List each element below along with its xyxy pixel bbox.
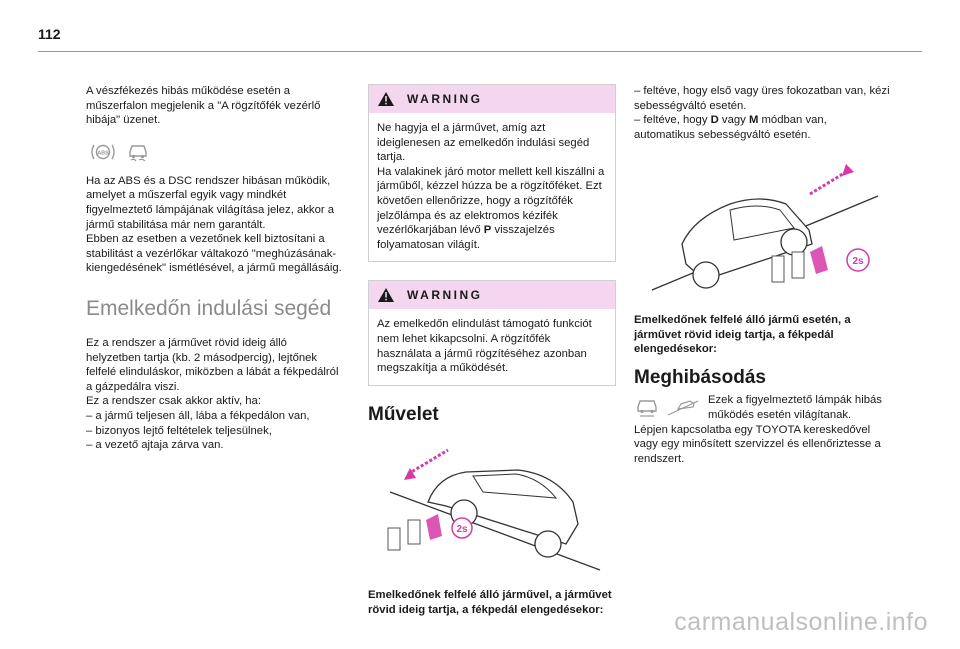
fault-text: Ezek a figyelmeztető lámpák hibás működés esetén világítanak. [708,394,882,421]
warning-header [369,281,615,309]
warning-title: WARNING [407,288,483,303]
section-heading-fault: Meghibásodás [634,366,766,388]
section-heading-hill-start: Emelkedőn indulási segéd [86,296,332,320]
warning-text: Ne hagyja el a járművet, amíg azt ideiglenesen az emelkedőn indulási segéd tartja. [377,122,590,164]
watermark: carmanualsonline.info [674,608,928,636]
car-fault-icon [634,395,660,419]
svg-text:ABS: ABS [97,150,109,157]
warning-body [369,113,615,261]
warning-header [369,85,615,113]
list-item: – feltéve, hogy D vagy M módban van, automatikus sebességváltó esetén. [634,114,827,141]
section-heading-operation: Művelet [368,403,439,425]
paragraph: Ez a rendszer a járművet rövid ideig álló helyzetben tartja (kb. 2 másodpercig), lejtőnek felfelé elinduláskor, miközben a lábát a fékpedálról a gázpedálra viszi. [86,336,339,393]
illustration-car-uphill [634,160,890,305]
timer-label: 2s [852,256,864,268]
illustration-car-uphill [368,440,624,580]
figure-caption: Emelkedőnek felfelé álló járművel, a járművet rövid ideig tartja, a fékpedál elengedésekor: [368,588,612,616]
warning-triangle-icon [377,91,395,107]
warning-box [368,280,616,385]
page-number: 112 [38,26,61,42]
list-item: – a vezető ajtaja zárva van. [86,439,224,452]
warning-lamps-row [90,140,342,164]
timer-label: 2s [456,524,468,536]
hill-start-icon [666,395,700,419]
warning-triangle-icon [377,287,395,303]
warning-text: Ha valakinek járó motor mellett kell kiszállni a járműből, kézzel húzza be a rögzítőféket. Ezt követően ellenőrizze, hogy a rögzítőfék jelzőlámpa és az elektromos kézifék vezérlőkarjában lévő P visszajelzés folyamatosan világít. [377,165,605,251]
fault-row [634,393,890,422]
esp-skid-icon [126,140,150,164]
paragraph: A vészfékezés hibás működése esetén a műszerfalon megjelenik a "A rögzítőfék vezérlő hibája" üzenet. [86,85,321,127]
paragraph: Ha az ABS és a DSC rendszer hibásan működik, amelyet a műszerfal egyik vagy mindkét figyelmeztető lámpájának világítása jelez, akkor a jármű stabilitása már nem garantált. [86,174,335,231]
paragraph: Ebben az esetben a vezetőnek kell biztosítani a stabilitást a vezérlőkar váltakozó "meghúzásának-kiengedésének" ismétlésével, a jármű megállásáig. [86,233,342,275]
paragraph: Ez a rendszer csak akkor aktív, ha: [86,395,261,408]
column-1 [86,84,342,453]
warning-title: WARNING [407,91,483,106]
warning-text: Az emelkedőn elindulást támogató funkciót nem lehet kikapcsolni. A rögzítőfék használata a jármű rögzítéséhez azonban megszakítja a működését. [377,318,592,375]
fault-text: Lépjen kapcsolatba egy TOYOTA kereskedővel vagy egy minősített szervizzel és ellenőriztesse a rendszert. [634,423,881,465]
warning-box [368,84,616,262]
header-rule [38,51,922,52]
abs-warning-icon [90,142,116,162]
column-3 [634,84,890,466]
column-2 [368,84,624,617]
figure-caption: Emelkedőnek felfelé álló jármű esetén, a járművet rövid ideig tartja, a fékpedál elengedésekor: [634,313,851,356]
list-item: – bizonyos lejtő feltételek teljesülnek, [86,424,272,437]
list-item: – feltéve, hogy első vagy üres fokozatban van, kézi sebességváltó esetén. [634,85,890,112]
list-item: – a jármű teljesen áll, lába a fékpedálon van, [86,409,310,422]
warning-body [369,309,615,384]
fault-icons [634,393,700,419]
